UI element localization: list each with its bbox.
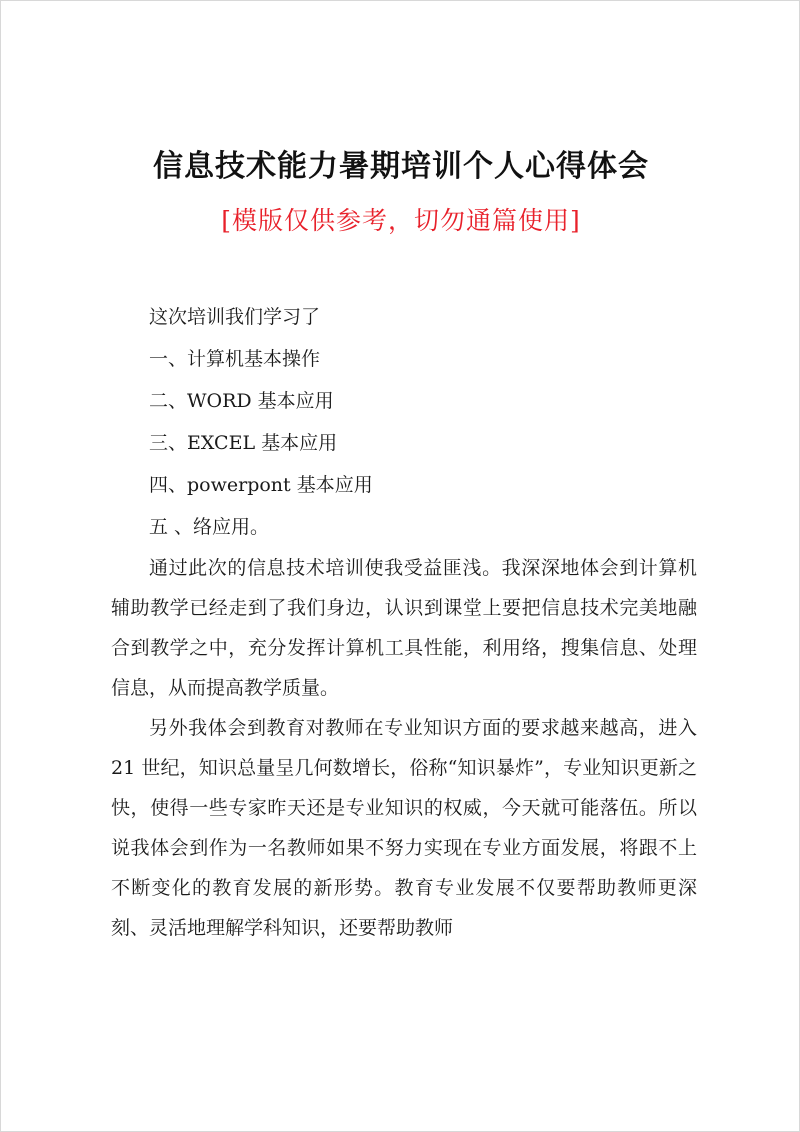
document-title: 信息技术能力暑期培训个人心得体会 bbox=[153, 149, 649, 184]
paragraph: 通过此次的信息技术培训使我受益匪浅。我深深地体会到计算机辅助教学已经走到了我们身边，认识到课堂上要把信息技术完美地融合到教学之中，充分发挥计算机工具性能，利用络，搜集信息、处理信息，从而提高教学质量。 bbox=[111, 557, 697, 699]
list-item: 四、powerpont 基本应用 bbox=[149, 474, 373, 496]
document-body bbox=[111, 296, 697, 948]
list-item: 二、WORD 基本应用 bbox=[149, 390, 334, 412]
list-item: 一、计算机基本操作 bbox=[149, 348, 321, 370]
paragraph: 另外我体会到教育对教师在专业知识方面的要求越来越高，进入 21 世纪，知识总量呈几何数增长，俗称“知识暴炸”，专业知识更新之快，使得一些专家昨天还是专业知识的权威，今天就可能落伍。所以说我体会到作为一名教师如果不努力实现在专业方面发展，将跟不上不断变化的教育发展的新形势。教育专业发展不仅要帮助教师更深刻、灵活地理解学科知识，还要帮助教师 bbox=[111, 717, 697, 939]
template-notice: [模版仅供参考，切勿通篇使用] bbox=[221, 206, 581, 235]
list-item: 三、EXCEL 基本应用 bbox=[149, 432, 338, 454]
intro-line: 这次培训我们学习了 bbox=[149, 306, 321, 328]
list-item: 五 、络应用。 bbox=[149, 516, 270, 538]
